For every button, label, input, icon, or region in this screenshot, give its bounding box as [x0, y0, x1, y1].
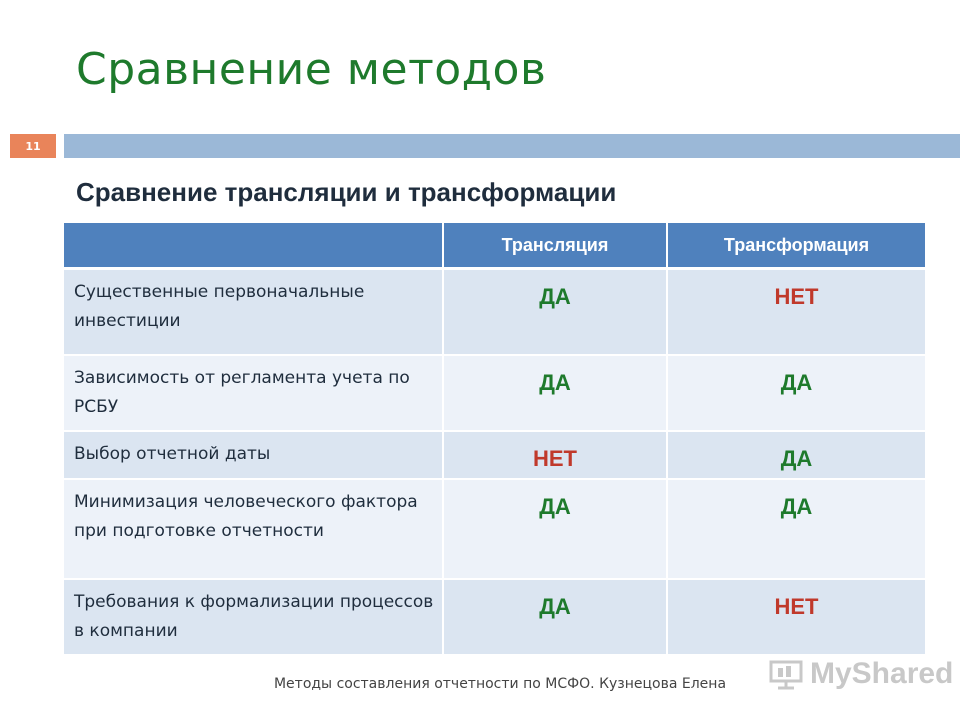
row-translation-value: ДА [443, 355, 667, 431]
table-row [64, 579, 925, 655]
row-translation-value: ДА [443, 479, 667, 579]
watermark-logo [768, 654, 953, 694]
header-accent-bar [64, 134, 960, 158]
slide-number: 11 [10, 134, 56, 158]
table-row [64, 479, 925, 579]
row-translation-value: ДА [443, 579, 667, 655]
row-transformation-value: ДА [667, 431, 925, 479]
row-translation-value: НЕТ [443, 431, 667, 479]
comparison-table [64, 223, 925, 656]
row-transformation-value: ДА [667, 479, 925, 579]
row-criterion: Минимизация человеческого фактора при подготовке отчетности [64, 479, 443, 579]
table-row [64, 355, 925, 431]
header-translation: Трансляция [443, 223, 667, 269]
table-row [64, 431, 925, 479]
table-row [64, 269, 925, 355]
row-criterion: Зависимость от регламента учета по РСБУ [64, 355, 443, 431]
row-criterion: Выбор отчетной даты [64, 431, 443, 479]
row-criterion: Требования к формализации процессов в компании [64, 579, 443, 655]
row-translation-value: ДА [443, 269, 667, 355]
slide-title: Сравнение методов [76, 44, 547, 95]
watermark-text: MyShared [810, 657, 954, 690]
table-header-row [64, 223, 925, 269]
slide-footer: Методы составления отчетности по МСФО. Кузнецова Елена [273, 676, 727, 692]
row-criterion: Существенные первоначальные инвестиции [64, 269, 443, 355]
row-transformation-value: НЕТ [667, 579, 925, 655]
presentation-icon [768, 658, 804, 690]
header-criterion [64, 223, 443, 269]
table-subtitle: Сравнение трансляции и трансформации [76, 177, 617, 207]
row-transformation-value: НЕТ [667, 269, 925, 355]
row-transformation-value: ДА [667, 355, 925, 431]
header-transformation: Трансформация [667, 223, 925, 269]
